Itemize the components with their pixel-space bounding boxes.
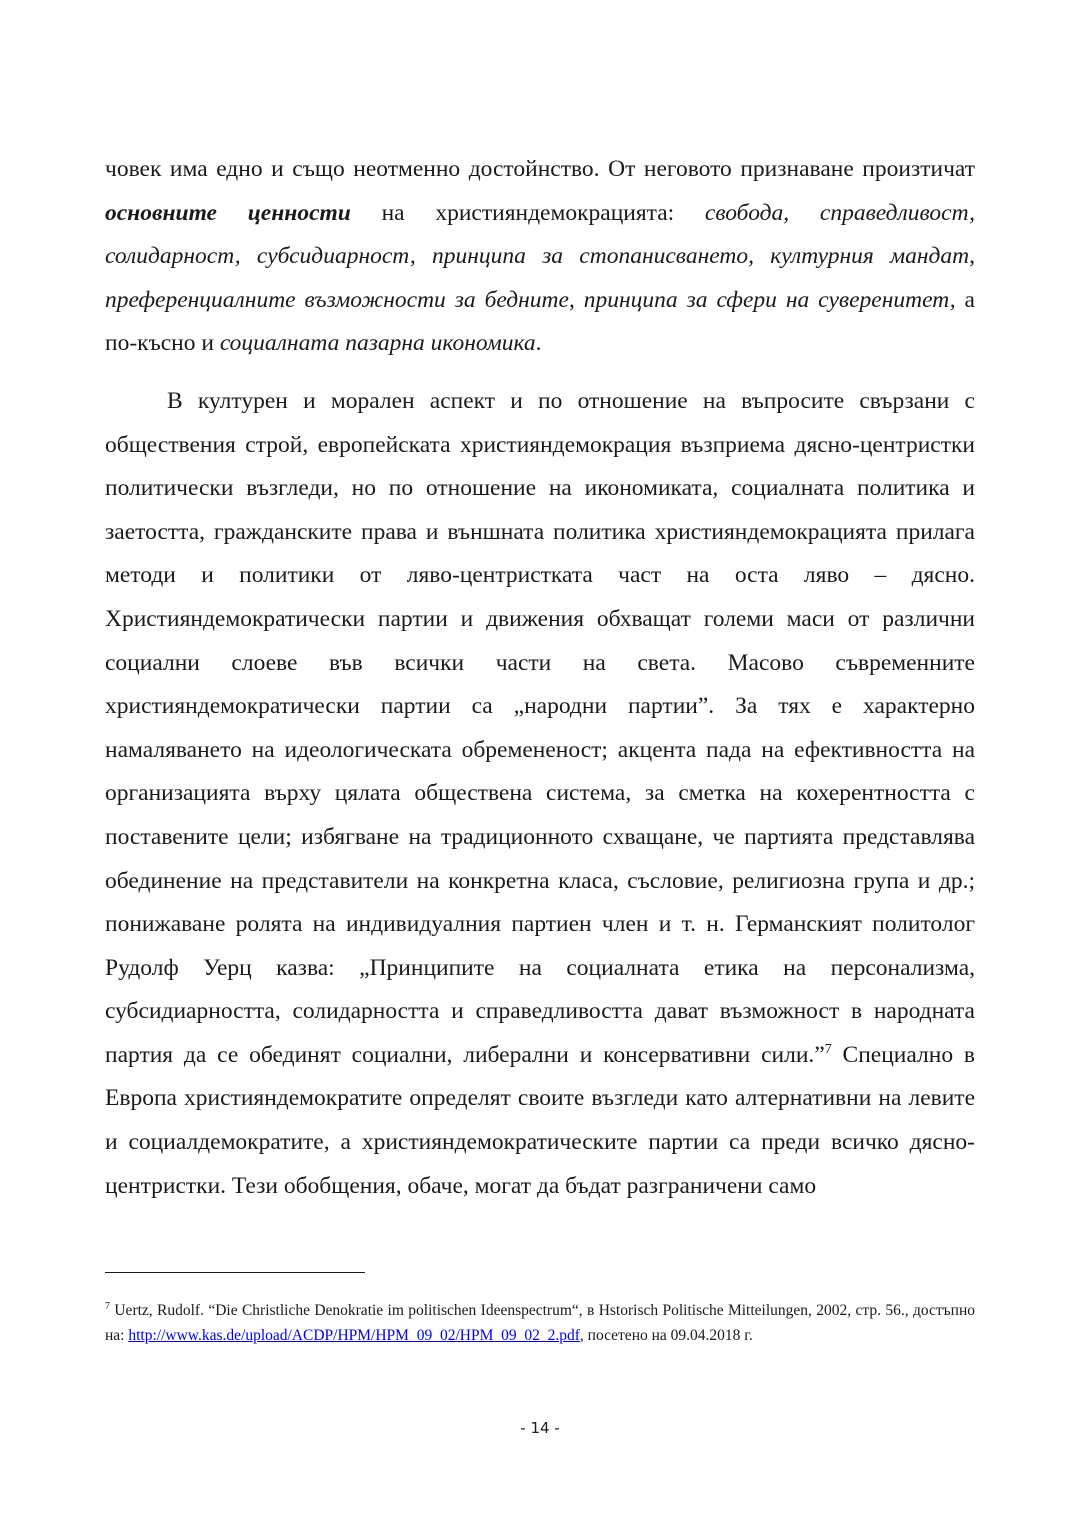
paragraph-values [105, 148, 975, 366]
footnote [105, 1298, 975, 1348]
paragraph-values-connector: на християндемокрацията: [350, 199, 705, 226]
footnote-text [105, 1298, 975, 1348]
social-market-term: социалната пазарна икономика [219, 330, 536, 357]
paragraph-values-later: а по-късно и [105, 286, 975, 357]
paragraph-values-end: . [535, 330, 542, 357]
paragraph-politics-text: В културен и морален аспект и по отношение на въпросите свързани с обществения строй, европейската християндемокрация възприема дясно-центристки политически възгледи, но по отношение на икономиката, социалната политика и заетостта, гражданските права и външната политика християндемокрацията прилага методи и политики от ляво-центристката част на оста ляво – дясно. Християндемократически партии и движения обхващат големи маси от различни социални слоеве във всички части на света. Масово съвременните християндемократически партии са „народни партии”. За тях е характерно намаляването на идеологическата обремененост; акцента пада на ефективността на организацията върху цялата обществена система, за сметка на кохерентността с поставените цели; избягване на традиционното схващане, че партията представлява обединение на представители на конкретна класа, съсловие, религиозна група и др.; понижаване ролята на индивидуалния партиен член и т. н. Германският политолог Рудолф Уерц казва: „Принципите на социалната етика на персонализма, субсидиарността, солидарността и справедливостта дават възможност в народната партия да се обединят социални, либерални и консервативни сили.” [105, 387, 975, 1068]
footnote-reference[interactable]: 7 [824, 1041, 832, 1057]
footnote-citation: Uertz, Rudolf. “Die Christliche Denokratie im politischen Ideenspectrum“, в Hstorisch Politische Mitteilungen, 2002, стр. 56., достъпно на: [105, 1302, 975, 1344]
values-list-first: свобода, справедливост, солидарност, субсидиарност, принципа за стопанисването, културния мандат [105, 199, 975, 270]
paragraph-politics [105, 380, 975, 1208]
footnote-number: 7 [105, 1301, 110, 1312]
footnote-link[interactable]: http://www.kas.de/upload/ACDP/HPM/HPM_09_02/HPM_09_02_2.pdf [128, 1327, 580, 1344]
footnote-separator [105, 1272, 365, 1273]
paragraph-politics-continuation: Специално в Европа християндемократите определят своите възгледи като алтернативни на левите и социалдемократите, а християндемократическите партии са преди всичко дясно-центристки. Тези обобщения, обаче, могат да бъдат разграничени само [105, 1041, 976, 1199]
values-list-second: преференциалните възможности за бедните, принципа за сфери на суверенитет, [105, 286, 956, 313]
values-list-separator: , [969, 243, 975, 270]
footnote-accessed: , посетено на 09.04.2018 г. [579, 1327, 753, 1344]
paragraph-values-intro: човек има едно и също неотменно достойнство. От неговото признаване произтичат [105, 156, 975, 182]
core-values-term: основните ценности [105, 199, 351, 226]
page-number: - 14 - [520, 1419, 560, 1437]
body-text [105, 148, 975, 1208]
